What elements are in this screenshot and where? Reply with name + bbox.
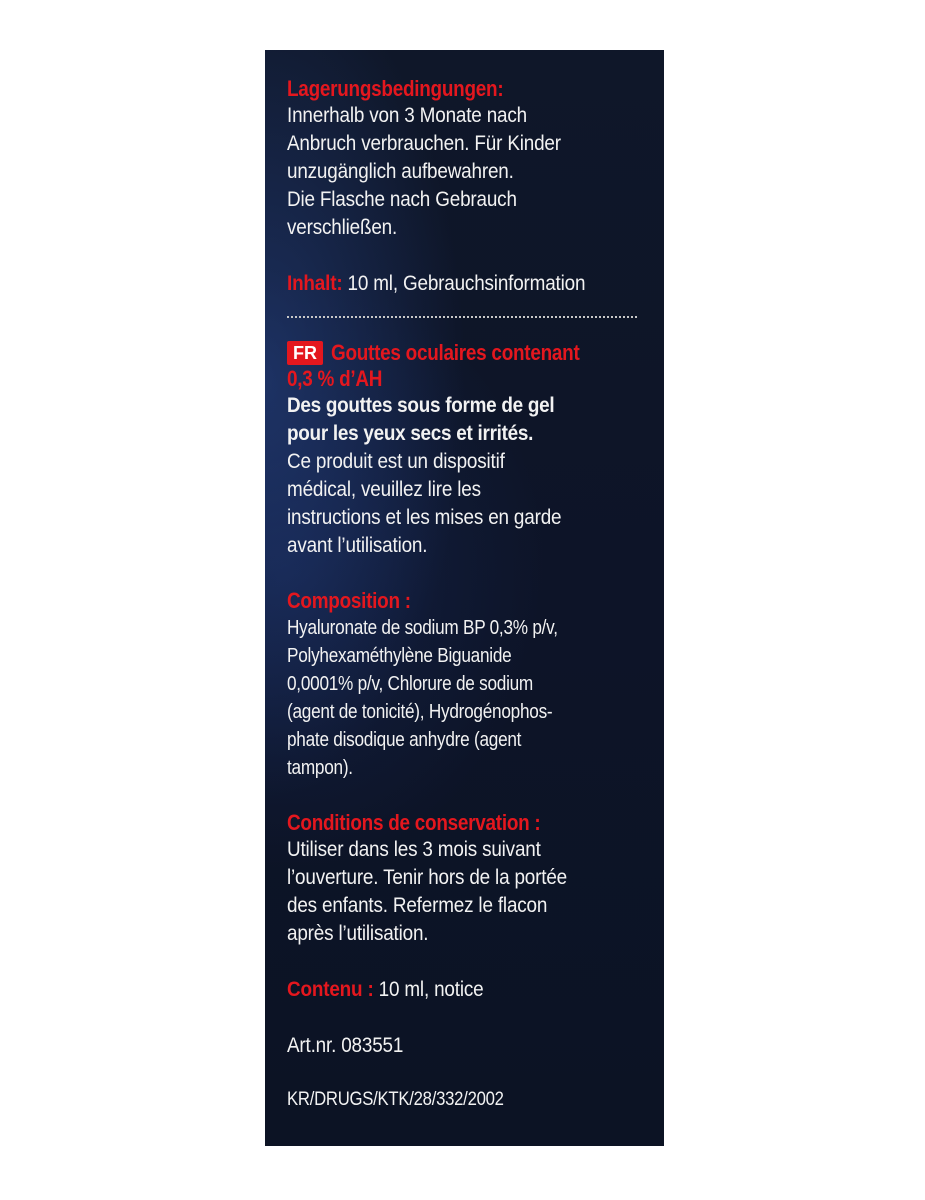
fr-composition-line: (agent de tonicité), Hydrogénophos-: [287, 701, 553, 723]
de-content-line: [287, 270, 608, 298]
fr-title-row: [287, 340, 644, 366]
fr-bold-line: pour les yeux secs et irrités.: [287, 422, 534, 445]
fr-intro-line: avant l’utilisation.: [287, 534, 428, 557]
fr-composition-heading: Composition :: [287, 588, 411, 613]
fr-composition-line: tampon).: [287, 757, 353, 779]
de-content-value: 10 ml, Gebrauchsinformation: [342, 272, 586, 295]
article-number: Art.nr. 083551: [287, 1034, 404, 1057]
de-storage-text: [287, 102, 608, 242]
fr-title-line2: 0,3 % d’AH: [287, 366, 383, 391]
fr-conservation-heading: Conditions de conservation :: [287, 810, 541, 835]
de-storage-line: unzugänglich aufbewahren.: [287, 160, 514, 183]
fr-conservation-line: Utiliser dans les 3 mois suivant: [287, 838, 541, 861]
fr-composition-text: [287, 614, 594, 782]
fr-composition-line: Hyaluronate de sodium BP 0,3% p/v,: [287, 617, 558, 639]
fr-composition-line: 0,0001% p/v, Chlorure de sodium: [287, 673, 534, 695]
de-storage-line: verschließen.: [287, 216, 398, 239]
fr-composition-line: phate disodique anhydre (agent: [287, 729, 522, 751]
fr-conservation-line: des enfants. Refermez le flacon: [287, 894, 548, 917]
fr-content-value: 10 ml, notice: [373, 978, 484, 1001]
fr-language-badge: FR: [287, 341, 323, 365]
fr-intro-line: Ce produit est un dispositif: [287, 450, 505, 473]
de-content-label: Inhalt:: [287, 272, 343, 295]
registration-number: KR/DRUGS/KTK/28/332/2002: [287, 1089, 504, 1110]
de-storage-line: Anbruch verbrauchen. Für Kinder: [287, 132, 561, 155]
de-storage-line: Die Flasche nach Gebrauch: [287, 188, 517, 211]
fr-composition-line: Polyhexaméthylène Biguanide: [287, 645, 512, 667]
de-storage-line: Innerhalb von 3 Monate nach: [287, 104, 527, 127]
fr-intro-line: instructions et les mises en garde: [287, 506, 562, 529]
fr-conservation-line: après l’utilisation.: [287, 922, 429, 945]
label-panel: [265, 50, 664, 1146]
fr-intro-line: médical, veuillez lire les: [287, 478, 481, 501]
fr-bold-text: [287, 392, 608, 448]
fr-intro-text: [287, 448, 608, 560]
fr-title-line1: Gouttes oculaires contenant: [331, 340, 580, 365]
fr-bold-line: Des gouttes sous forme de gel: [287, 394, 555, 417]
fr-content-line: [287, 976, 608, 1004]
dotted-divider: [287, 316, 637, 318]
de-storage-heading: Lagerungsbedingungen:: [287, 76, 504, 101]
fr-content-label: Contenu :: [287, 978, 374, 1001]
fr-conservation-text: [287, 836, 608, 948]
fr-conservation-line: l’ouverture. Tenir hors de la portée: [287, 866, 567, 889]
